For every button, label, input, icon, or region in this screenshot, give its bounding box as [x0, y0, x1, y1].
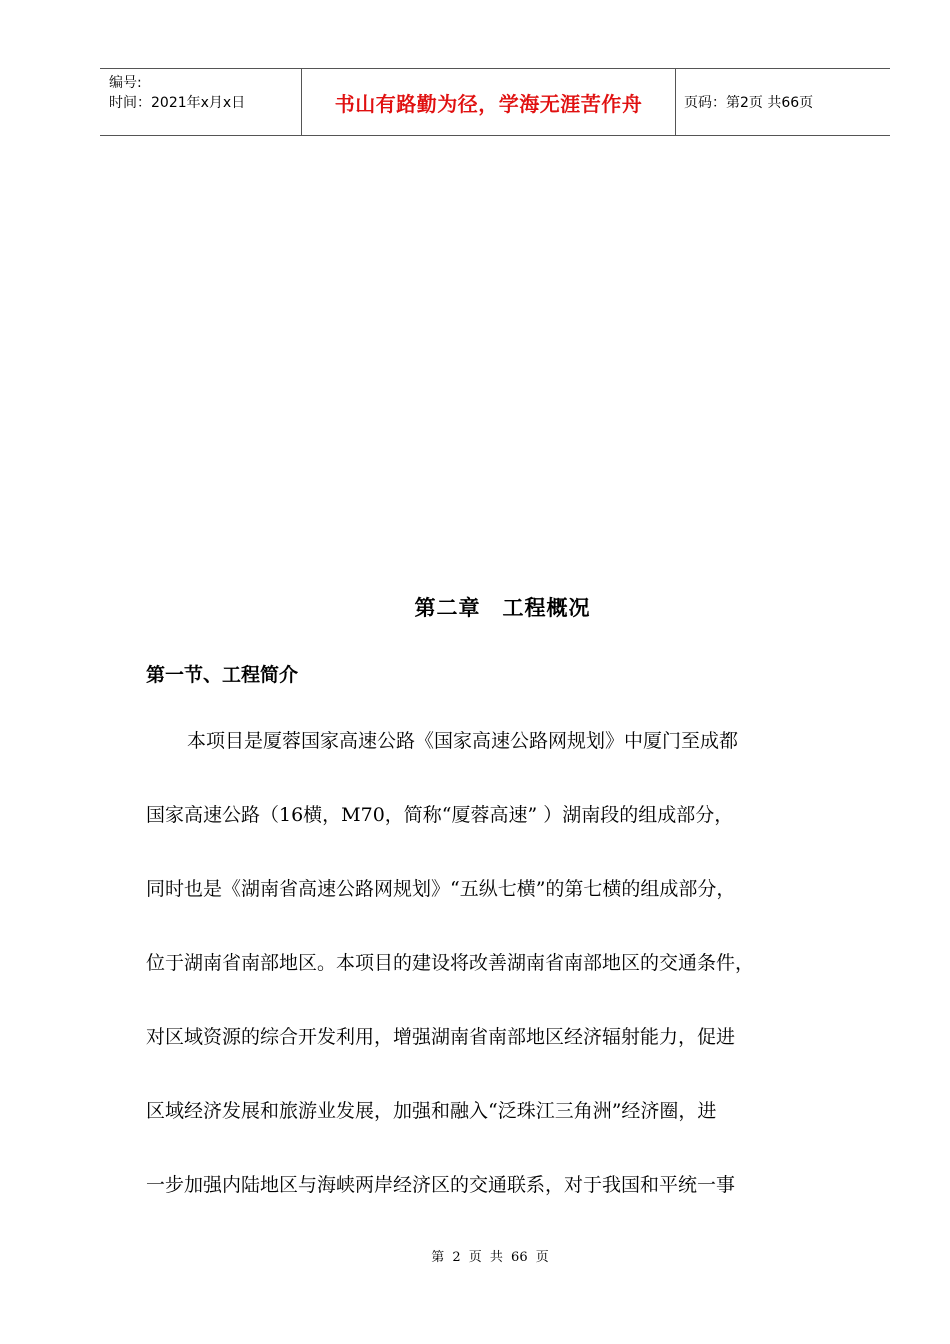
header-motto-cell [302, 69, 676, 135]
header-meta [100, 69, 302, 135]
page-footer: 第 2 页 共 66 页 [431, 1250, 549, 1265]
page-info-text: 页码：第2页 共66页 [684, 95, 814, 111]
paragraph-line: 一步加强内陆地区与海峡两岸经济区的交通联系，对于我国和平统一事 [146, 1174, 736, 1196]
document-header [100, 68, 890, 136]
body-paragraph [146, 716, 866, 1234]
paragraph-line: 同时也是《湖南省高速公路网规划》“五纵七横”的第七横的组成部分， [146, 878, 736, 900]
section-title: 第一节、工程简介 [146, 664, 299, 686]
paragraph-line: 本项目是厦蓉国家高速公路《国家高速公路网规划》中厦门至成都 [187, 730, 739, 752]
paragraph-line: 区域经济发展和旅游业发展，加强和融入“泛珠江三角洲”经济圈，进 [146, 1100, 717, 1122]
number-label: 编号: [109, 75, 142, 91]
paragraph-line: 国家高速公路（16横，M70，简称“厦蓉高速” ）湖南段的组成部分， [146, 804, 734, 826]
chapter-title: 第二章 工程概况 [414, 595, 591, 620]
motto-text: 书山有路勤为径，学海无涯苦作舟 [334, 91, 643, 116]
time-label: 时间：2021年x月x日 [109, 95, 246, 111]
paragraph-line: 位于湖南省南部地区。本项目的建设将改善湖南省南部地区的交通条件， [146, 952, 755, 974]
paragraph-line: 对区域资源的综合开发利用，增强湖南省南部地区经济辐射能力，促进 [146, 1026, 736, 1048]
header-page-info [676, 69, 890, 135]
